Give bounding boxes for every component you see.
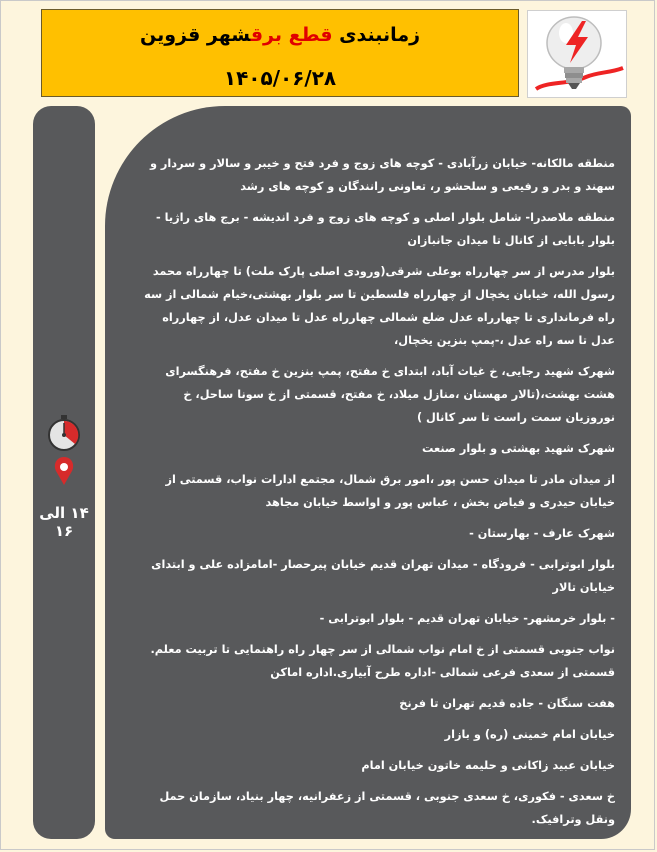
area-item: بلوار مدرس از سر چهارراه بوعلی شرقی(ورودی اصلی پارک ملت) تا چهارراه محمد رسول الله، خیابان یخچال از چهارراه فلسطین تا سر بلوار بهشتی،خیام شمالی از سه راه فرمانداری تا چهارراه عدل ضلع شمالی چهارراه عدل تا میدان عدل، از چهارراه عدل تا سه راه عدل ،-پمپ بنزین یخچال، <box>144 265 615 347</box>
title-suffix: شهر قزوین <box>139 24 251 46</box>
schedule-date: ۱۴۰۵/۰۶/۲۸ <box>223 66 337 90</box>
clock-pin-icon <box>48 409 80 487</box>
area-item: بلوار ابوترابی - فرودگاه - میدان تهران قدیم خیابان پیرحصار -امامزاده علی و ابتدای خیابان تالار <box>151 558 615 594</box>
area-item: نواب جنوبی قسمتی از خ امام نواب شمالی از سر چهار راه راهنمایی تا تربیت معلم. قسمتی از سعدی فرعی شمالی -اداره طرح آبیاری.اداره اماکن <box>150 643 615 679</box>
area-item: خیابان عبید زاکانی و حلیمه خاتون خیابان امام <box>361 759 615 772</box>
title-prefix: زمانبندی <box>332 24 421 46</box>
area-item: شهرک عارف - بهارستان - <box>469 527 615 540</box>
schedule-time-panel <box>33 106 95 839</box>
area-item: - بلوار خرمشهر- خیابان تهران قدیم - بلوار ابوترابی - <box>319 612 615 625</box>
area-item: شهرک شهید بهشتی و بلوار صنعت <box>422 442 615 455</box>
header-banner <box>41 9 519 97</box>
area-item: خیابان امام خمینی (ره) و بازار <box>444 728 615 741</box>
outage-hours: ۱۴ الی ۱۶ <box>39 504 89 540</box>
lightbulb-lightning-icon <box>528 11 626 97</box>
page-title <box>42 24 518 46</box>
area-item: شهرک شهید رجایی، خ غیاث آباد، ابتدای خ مفتح، پمپ بنزین خ مفتح، فرهنگسرای هشت بهشت،(تالار مهستان ،منازل میلاد، خ مفتح، قسمتی از خ سونا ساحل، خ نوروزیان سمت راست تا سر کانال ) <box>165 365 615 424</box>
area-item: هفت سنگان - جاده قدیم تهران تا فرنخ <box>399 697 615 710</box>
area-item: منطقه مالکانه- خیابان زرآبادی - کوچه های زوج و فرد فتح و خیبر و سالار و سردار و سهند و بدر و رفیعی و سلحشو ر، تعاونی رانندگان و کوچه های رشد <box>149 157 615 193</box>
title-highlight: قطع برق <box>250 24 333 46</box>
area-item: منطقه ملاصدرا- شامل بلوار اصلی و کوچه های زوج و فرد اندیشه - برج های راژیا - بلوار بابایی از کانال تا میدان جانبازان <box>156 211 615 247</box>
area-item: خ سعدی - فکوری، خ سعدی جنوبی ، قسمتی از زعفرانیه، چهار بنیاد، سازمان حمل ونقل وترافیک. <box>159 790 615 826</box>
area-item: از میدان مادر تا میدان حسن پور ،امور برق شمال، مجتمع ادارات نواب، قسمتی از خیابان حیدری و فیاض بخش ، عباس پور و اواسط خیابان مجاهد <box>165 473 615 509</box>
logo <box>527 10 627 98</box>
affected-areas-list <box>139 152 615 839</box>
